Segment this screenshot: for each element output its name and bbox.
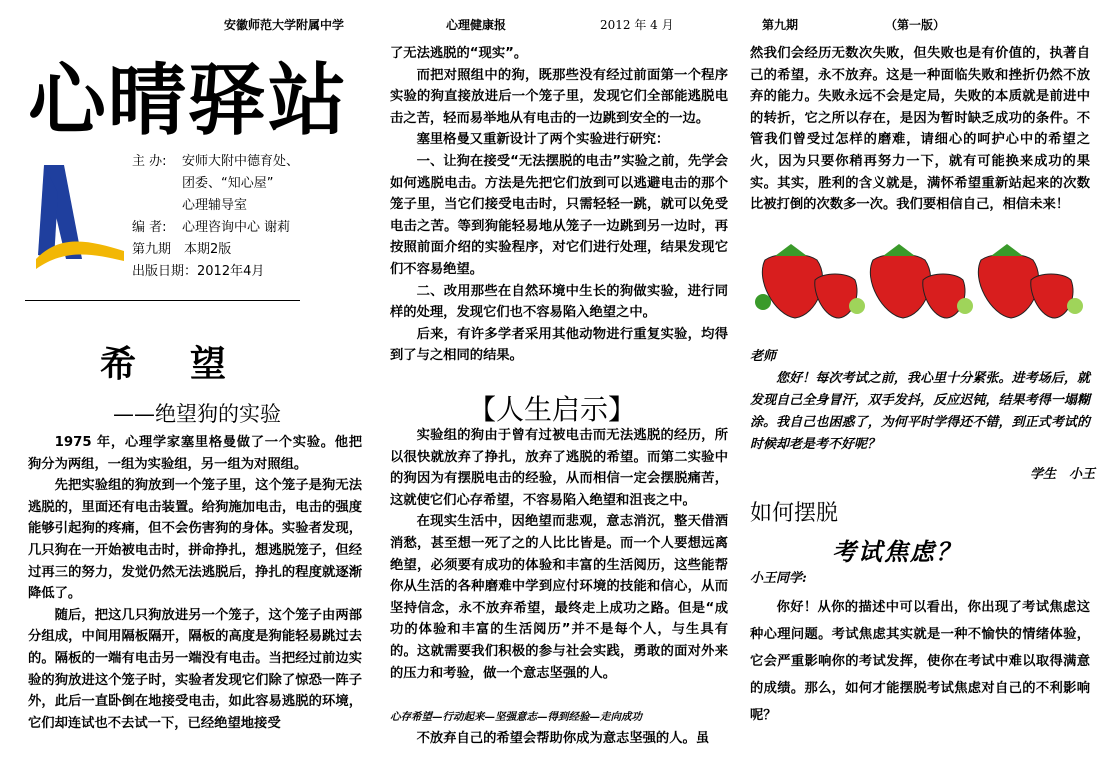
article-column-3	[750, 43, 1090, 216]
paragraph: 一、让狗在接受“无法摆脱的电击”实验之前，先学会如何逃脱电击。方法是先把它们放到可以逃避电击的那个笼子里，当它们接受电击时，只需轻轻一跳，就可以免受电击之苦。等到狗能轻易地从笼子一边跳到另一边时，再按照前面介绍的实验程序，对它们进行处理，结果发现它们不容易绝望。	[390, 153, 728, 277]
paragraph: 您好！每次考试之前，我心里十分紧张。进考场后，就发现自己全身冒汗，双手发抖，反应迟钝，结果考得一塌糊涂。我自己也困惑了，为何平时学得还不错，到正式考试的时候却老是考不好呢？	[750, 371, 1090, 452]
header-school: 安徽师范大学附属中学	[224, 18, 345, 32]
divider	[25, 300, 300, 301]
host-label: 主 办:	[132, 154, 167, 169]
school-logo-icon	[36, 163, 126, 273]
editor-label: 编 者:	[132, 220, 167, 235]
header-paper: 心理健康报	[446, 18, 507, 32]
paragraph: 后来，有许多学者采用其他动物进行重复实验，均得到了与之相同的结果。	[390, 326, 728, 364]
letter-signature: 学生 小王	[1030, 467, 1096, 482]
paragraph: 你好！从你的描述中可以看出，你出现了考试焦虑这种心理问题。考试焦虑其实就是一种不愉快的情绪体验，它会严重影响你的考试发挥，使你在考试中难以取得满意的成绩。那么，如何才能摆脱考试焦虑对自己的不利影响呢？	[750, 600, 1090, 723]
paragraph: 而把对照组中的狗，既那些没有经过前面第一个程序实验的狗直接放进后一个笼子里，发现它们全部能逃脱电击之苦，轻而易举地从有电击的一边跳到安全的一边。	[390, 67, 728, 126]
article2-body	[750, 594, 1090, 729]
article-column-2	[390, 43, 728, 367]
editor-name: 心理咨询中心 谢莉	[182, 220, 291, 235]
strawberry-decoration-icon	[755, 240, 1085, 320]
header-issue: 第九期	[762, 18, 799, 32]
article2-title-line2: 考试焦虑？	[832, 537, 962, 566]
paragraph: 不放弃自己的希望会帮助你成为意志坚强的人。虽	[416, 731, 710, 746]
article-title: 希望	[100, 344, 281, 385]
masthead-title: 心晴驿站	[28, 56, 349, 146]
article2-salutation: 小王同学:	[750, 571, 807, 586]
issue-line: 第九期 本期2版	[132, 242, 232, 257]
article2-title-line1: 如何摆脱	[750, 501, 839, 526]
paragraph: 1975 年，心理学家塞里格曼做了一个实验。他把狗分为两组，一组为实验组，另一组为对照组。	[28, 435, 362, 472]
insight-title: 【人生启示】	[468, 393, 637, 426]
insight-last	[390, 728, 728, 750]
header-edition: （第一版）	[885, 18, 946, 32]
paragraph: 了无法逃脱的“现实”。	[390, 46, 528, 61]
paragraph: 随后，把这几只狗放进另一个笼子，这个笼子由两部分组成，中间用隔板隔开，隔板的高度是狗能轻易跳过去的。隔板的一端有电击另一端没有电击。当把经过前边实验的狗放进这个笼子时，实验者发现它们除了惊恐一阵子外，此后一直卧倒在地接受电击，如此容易逃脱的环境，它们却连试也不去试一下，已经绝望地接受	[28, 607, 362, 731]
paragraph: 二、改用那些在自然环境中生长的狗做实验，进行同样的处理，发现它们也不容易陷入绝望之中。	[390, 283, 728, 321]
publication-info	[132, 151, 299, 283]
insight-column	[390, 425, 728, 684]
pub-date: 出版日期：2012年4月	[132, 264, 265, 279]
host-line-2: 团委、“知心屋”	[182, 176, 274, 191]
host-line-1: 安师大附中德育处、	[182, 154, 300, 169]
paragraph: 在现实生活中，因绝望而悲观，意志消沉，整天借酒消愁，甚至想一死了之的人比比皆是。而一个人要想远离绝望，必须要有成功的体验和丰富的生活阅历，这些能帮你从生活的各种磨难中学到应付环境的技能和信心，从而坚持信念，永不放弃希望，最终走上成功之路。但是“成功的体验和丰富的生活阅历”并不是每个人，与生具有的。这就需要我们积极的参与社会实践，勇敢的面对外来的压力和考验，做一个意志坚强的人。	[390, 514, 728, 681]
paragraph: 先把实验组的狗放到一个笼子里，这个笼子是狗无法逃脱的，里面还有电击装置。给狗施加电击，电击的强度能够引起狗的疼痛，但不会伤害狗的身体。实验者发现，几只狗在一开始被电击时，拼命挣扎，想逃脱笼子，但经过再三的努力，发觉仍然无法逃脱后，挣扎的程度就逐渐降低了。	[28, 478, 362, 602]
paragraph: 然我们会经历无数次失败，但失败也是有价值的，执著自己的希望，永不放弃。这是一种面临失败和挫折仍然不放弃的能力。失败永远不会是定局，失败的本质就是前进中的转折，它之所以存在，是因为暂时缺乏成功的条件。不管我们曾受过怎样的磨难，请细心的呵护心中的希望之火，因为只要你稍再努力一下，就有可能换来成功的果实。其实，胜利的含义就是，满怀希望重新站起来的次数比被打倒的次数多一次。我们要相信自己，相信未来！	[750, 46, 1090, 213]
header-date: 2012 年 4 月	[600, 18, 674, 32]
article-column-1	[28, 432, 362, 734]
article-subtitle: ——绝望狗的实验	[113, 402, 281, 426]
letter-body	[750, 368, 1090, 456]
paragraph: 塞里格曼又重新设计了两个实验进行研究：	[416, 132, 670, 148]
letter-salutation: 老师	[750, 349, 777, 364]
host-line-3: 心理辅导室	[182, 198, 248, 213]
paragraph: 实验组的狗由于曾有过被电击而无法逃脱的经历，所以很快就放弃了挣扎，放弃了逃脱的希望。而第二实验中的狗因为有摆脱电击的经验，从而相信一定会摆脱痛苦，这就使它们心存希望，不容易陷入绝望和沮丧之中。	[390, 428, 728, 508]
motto: 心存希望—行动起来—坚强意志—得到经验—走向成功	[390, 711, 642, 723]
